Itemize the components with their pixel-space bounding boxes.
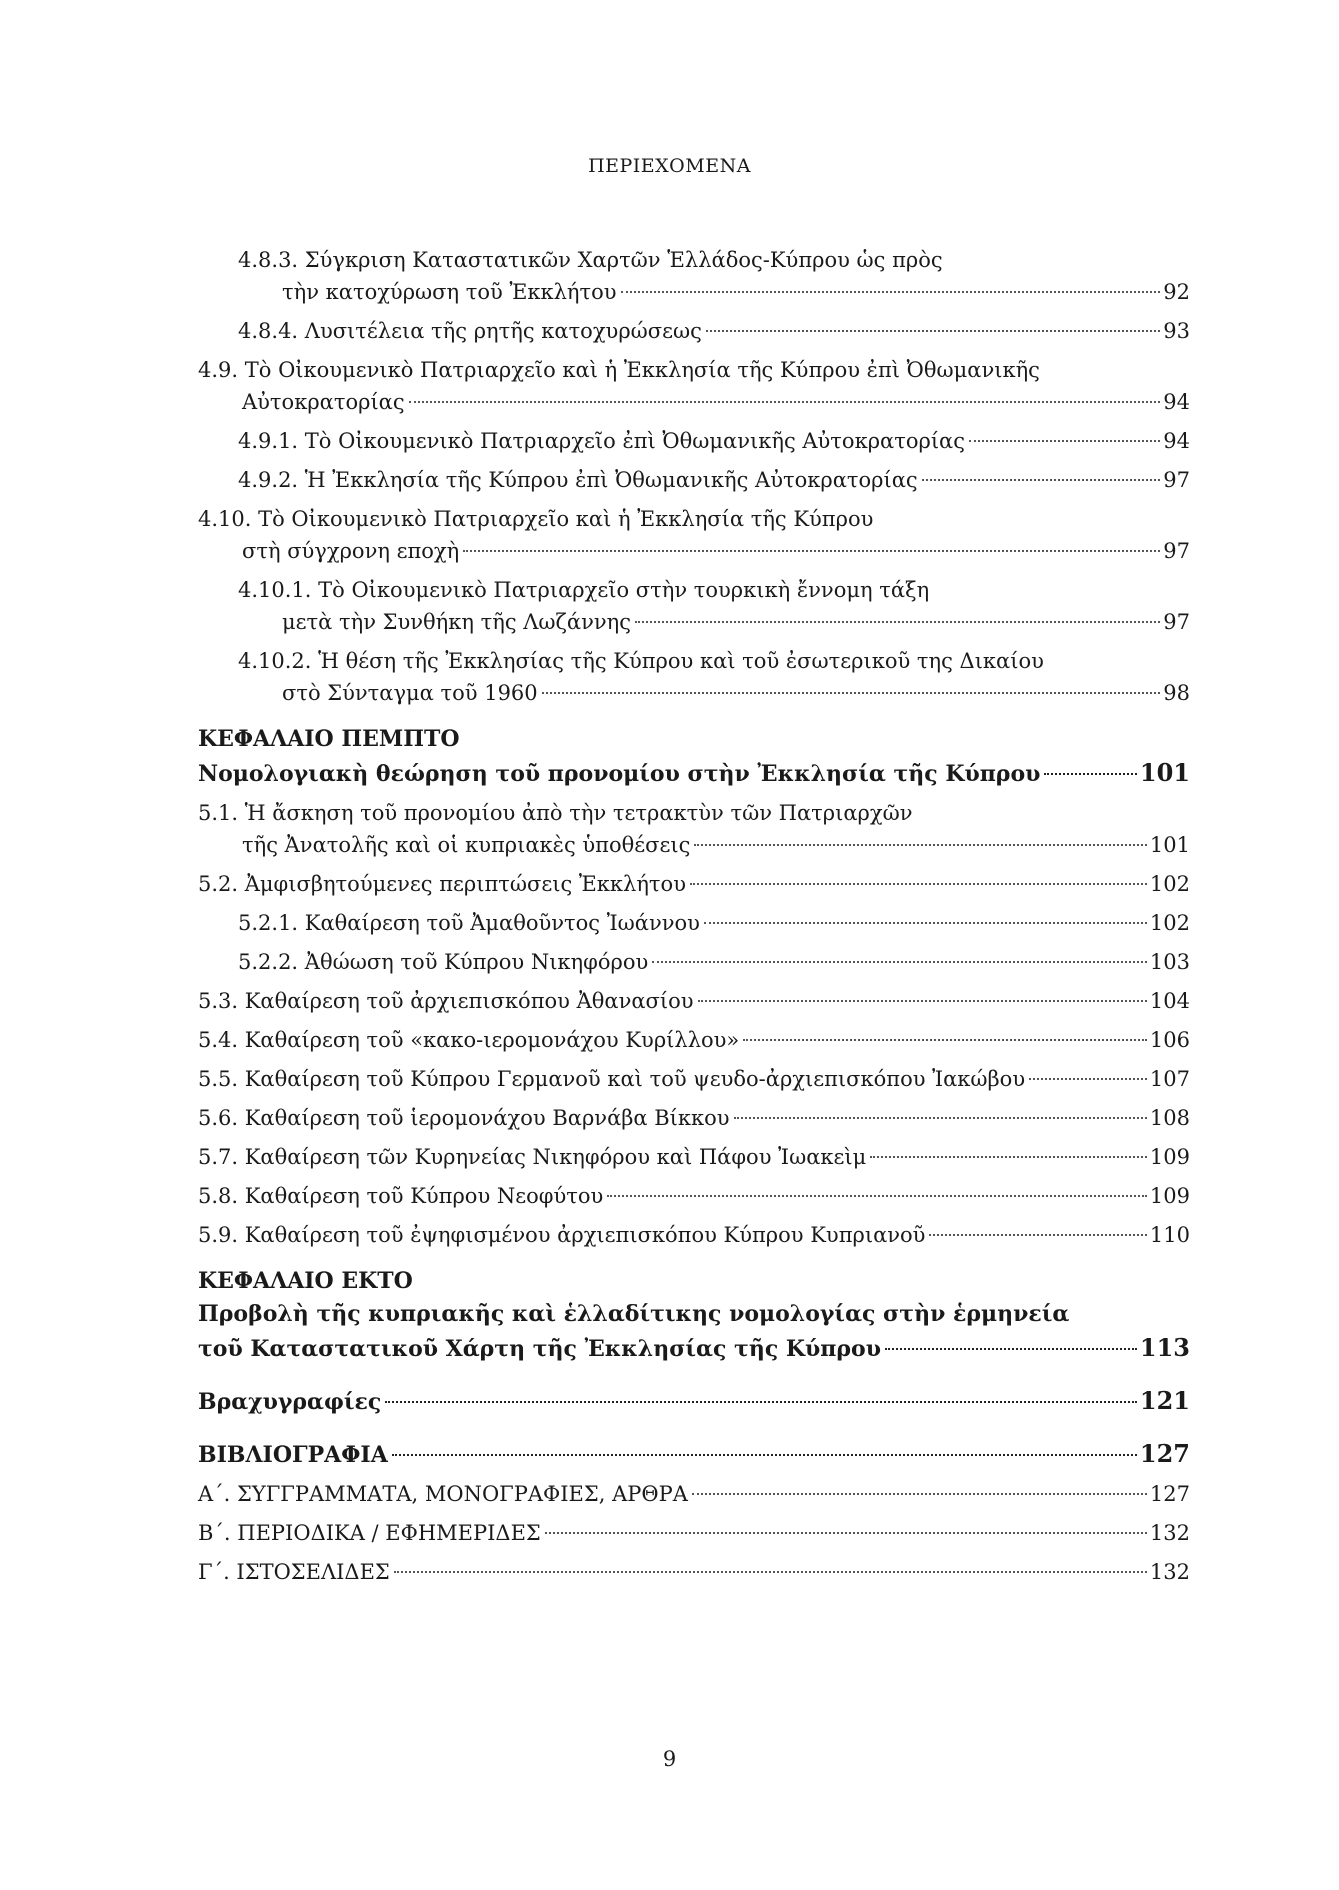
leader-dots (694, 844, 1147, 846)
page-ref: 127 (1149, 1482, 1190, 1506)
toc-entry-5-4: 5.4. Καθαίρεση τοῦ «κακο-ιερομονάχου Κυρίλλου» 106 (198, 1024, 1190, 1056)
leader-dots (409, 401, 1161, 403)
leader-dots (704, 922, 1147, 924)
page-ref: 93 (1163, 319, 1190, 343)
leader-dots (394, 1571, 1147, 1573)
leader-dots (870, 1156, 1147, 1158)
page-ref: 109 (1149, 1145, 1190, 1169)
chapter-title: Προβολὴ τῆς κυπριακῆς καὶ ἑλλαδίτικης νομολογίας στὴν ἑρμηνεία (198, 1301, 1070, 1327)
page-ref: 92 (1163, 280, 1190, 304)
page-ref: 98 (1163, 681, 1190, 705)
leader-dots (969, 440, 1160, 442)
page-ref: 121 (1139, 1386, 1190, 1415)
page-ref: 97 (1163, 539, 1190, 563)
toc-entry-bibliography-c: Γ΄. ΙΣΤΟΣΕΛΙΔΕΣ 132 (198, 1556, 1190, 1588)
page-ref: 104 (1149, 989, 1190, 1013)
leader-dots (635, 621, 1160, 623)
toc-entry-bibliography-a: Α΄. ΣΥΓΓΡΑΜΜΑΤΑ, ΜΟΝΟΓΡΑΦΙΕΣ, ΑΡΘΡΑ 127 (198, 1478, 1190, 1510)
toc-entry-5-9: 5.9. Καθαίρεση τοῦ ἐψηφισμένου ἀρχιεπισκόπου Κύπρου Κυπριανοῦ 110 (198, 1219, 1190, 1251)
page-ref: 94 (1163, 390, 1190, 414)
page-ref: 132 (1149, 1521, 1190, 1545)
chapter-title: Νομολογιακὴ θεώρηση τοῦ προνομίου στὴν Ἐκκλησία τῆς Κύπρου (198, 761, 1041, 787)
leader-dots (706, 330, 1160, 332)
chapter-label: ΚΕΦΑΛΑΙΟ ΠΕΜΠΤΟ (198, 726, 460, 752)
leader-dots (734, 1117, 1147, 1119)
leader-dots (392, 1454, 1137, 1456)
page-number: 9 (662, 1747, 677, 1771)
leader-dots (607, 1195, 1147, 1197)
leader-dots (885, 1348, 1137, 1350)
chapter-label: ΚΕΦΑΛΑΙΟ ΕΚΤΟ (198, 1268, 413, 1294)
abbreviations-heading: Βραχυγραφίες 121 (198, 1386, 1190, 1415)
leader-dots (652, 961, 1147, 963)
toc-entry-5-5: 5.5. Καθαίρεση τοῦ Κύπρου Γερμανοῦ καὶ τοῦ ψευδο-ἀρχιεπισκόπου Ἰακώβου 107 (198, 1063, 1190, 1095)
page-ref: 97 (1163, 468, 1190, 492)
page-ref: 107 (1149, 1067, 1190, 1091)
leader-dots (929, 1234, 1146, 1236)
toc-entry-5-3: 5.3. Καθαίρεση τοῦ ἀρχιεπισκόπου Ἀθανασίου 104 (198, 985, 1190, 1017)
toc-entry-4-9-1: 4.9.1. Τὸ Οἰκουμενικὸ Πατριαρχεῖο ἐπὶ Ὀθωμανικῆς Αὐτοκρατορίας 94 (198, 425, 1190, 457)
page-ref: 108 (1149, 1106, 1190, 1130)
leader-dots (621, 291, 1161, 293)
page-ref: 106 (1149, 1028, 1190, 1052)
toc-entry-5-2: 5.2. Ἀμφισβητούμενες περιπτώσεις Ἐκκλήτου 102 (198, 868, 1190, 900)
page-ref: 132 (1149, 1560, 1190, 1584)
page-ref: 110 (1149, 1223, 1190, 1247)
leader-dots (692, 1493, 1147, 1495)
page-ref: 101 (1149, 833, 1190, 857)
page-ref: 113 (1139, 1333, 1190, 1362)
toc-entry-5-8: 5.8. Καθαίρεση τοῦ Κύπρου Νεοφύτου 109 (198, 1180, 1190, 1212)
toc-entry-4-9: 4.9. Τὸ Οἰκουμενικὸ Πατριαρχεῖο καὶ ἡ Ἐκκλησία τῆς Κύπρου ἐπὶ Ὀθωμανικῆς Αὐτοκρατορίας 94 (198, 354, 1190, 418)
chapter-six-heading (198, 1265, 1190, 1366)
toc-entry-4-8-4: 4.8.4. Λυσιτέλεια τῆς ρητῆς κατοχυρώσεως 93 (198, 315, 1190, 347)
toc-entry-5-6: 5.6. Καθαίρεση τοῦ ἱερομονάχου Βαρνάβα Βίκκου 108 (198, 1102, 1190, 1134)
page-ref: 94 (1163, 429, 1190, 453)
chapter-title-continued: τοῦ Καταστατικοῦ Χάρτη τῆς Ἐκκλησίας τῆς Κύπρου (198, 1336, 881, 1362)
leader-dots (385, 1401, 1137, 1403)
leader-dots (1044, 773, 1137, 775)
leader-dots (545, 1532, 1147, 1534)
page-ref: 103 (1149, 950, 1190, 974)
table-of-contents (198, 244, 1190, 1595)
leader-dots (690, 883, 1147, 885)
running-header: ΠΕΡΙΕΧΟΜΕΝΑ (588, 155, 751, 177)
toc-entry-4-10-1: 4.10.1. Τὸ Οἰκουμενικὸ Πατριαρχεῖο στὴν τουρκικὴ ἔννομη τάξη μετὰ τὴν Συνθήκη τῆς Λωζάννης 97 (198, 574, 1190, 638)
leader-dots (922, 479, 1161, 481)
toc-entry-4-10: 4.10. Τὸ Οἰκουμενικὸ Πατριαρχεῖο καὶ ἡ Ἐκκλησία τῆς Κύπρου στὴ σύγχρονη εποχὴ 97 (198, 503, 1190, 567)
toc-entry-4-8-3: 4.8.3. Σύγκριση Καταστατικῶν Χαρτῶν Ἑλλάδος-Κύπρου ὡς πρὸς τὴν κατοχύρωση τοῦ Ἐκκλήτου 92 (198, 244, 1190, 308)
page-ref: 102 (1149, 911, 1190, 935)
toc-entry-4-9-2: 4.9.2. Ἡ Ἐκκλησία τῆς Κύπρου ἐπὶ Ὀθωμανικῆς Αὐτοκρατορίας 97 (198, 464, 1190, 496)
leader-dots (743, 1039, 1147, 1041)
page-ref: 127 (1139, 1439, 1190, 1468)
toc-entry-5-2-1: 5.2.1. Καθαίρεση τοῦ Ἀμαθοῦντος Ἰωάννου 102 (198, 907, 1190, 939)
page-ref: 102 (1149, 872, 1190, 896)
page-ref: 101 (1139, 758, 1190, 787)
leader-dots (542, 692, 1161, 694)
leader-dots (1029, 1078, 1147, 1080)
toc-entry-4-10-2: 4.10.2. Ἡ θέση τῆς Ἐκκλησίας τῆς Κύπρου καὶ τοῦ ἐσωτερικοῦ της Δικαίου στὸ Σύνταγμα τοῦ 1960 98 (198, 645, 1190, 709)
page-ref: 97 (1163, 610, 1190, 634)
leader-dots (463, 550, 1160, 552)
toc-entry-5-1: 5.1. Ἡ ἄσκηση τοῦ προνομίου ἀπὸ τὴν τετρακτὺν τῶν Πατριαρχῶν τῆς Ἀνατολῆς καὶ οἱ κυπριακὲς ὑποθέσεις 101 (198, 797, 1190, 861)
toc-entry-5-7: 5.7. Καθαίρεση τῶν Κυρηνείας Νικηφόρου καὶ Πάφου Ἰωακεὶμ 109 (198, 1141, 1190, 1173)
chapter-five-heading (198, 723, 1190, 791)
page-ref: 109 (1149, 1184, 1190, 1208)
leader-dots (698, 1000, 1147, 1002)
toc-entry-bibliography-b: Β΄. ΠΕΡΙΟΔΙΚΑ / ΕΦΗΜΕΡΙΔΕΣ 132 (198, 1517, 1190, 1549)
bibliography-heading: ΒΙΒΛΙΟΓΡΑΦΙΑ 127 (198, 1439, 1190, 1468)
toc-entry-5-2-2: 5.2.2. Ἀθώωση τοῦ Κύπρου Νικηφόρου 103 (198, 946, 1190, 978)
